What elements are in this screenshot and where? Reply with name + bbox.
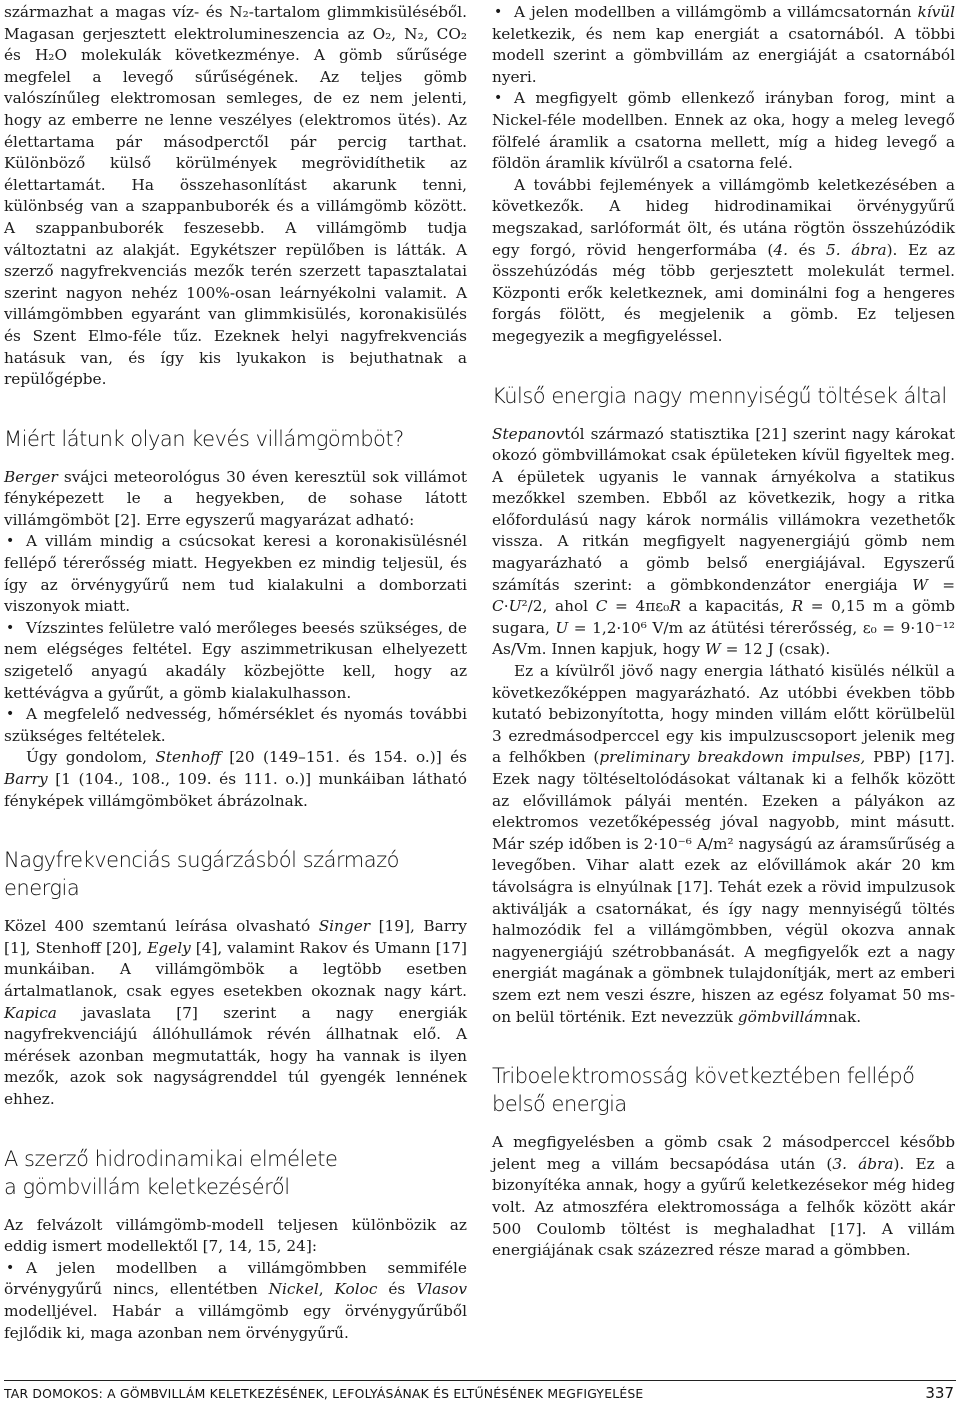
section-heading: Külső energia nagy mennyiségű töltések által xyxy=(492,383,947,408)
paragraph: Berger svájci meteorológus 30 éven keresztül sok villámot fényképezett le a hegyekben, de sohase látott villámgömböt [2]. Erre egyszerű magyarázat adható: xyxy=(4,467,467,529)
bullet-list xyxy=(492,2,955,175)
bullet-list xyxy=(4,531,467,747)
bullet-list xyxy=(4,1258,467,1344)
section-heading: A szerző hidrodinamikai elmélete a gömbvillám keletkezéséről xyxy=(4,1146,338,1199)
paragraph: származhat a magas víz- és N₂-tartalom glimmkisüléséből. Magasan gerjesztett elektrolumineszencia az O₂, N₂, CO₂ és H₂O molekulák következménye. A gömb sűrűsége megfelel a levegő sűrűségének. Az teljes gömb valószínűleg elektromosan semleges, de ez nem jelenti, hogy az emberre ne lenne veszélyes (elektromos ütés). Az élettartama pár másodperctől pár percig tarthat. Különböző külső körülmények megrövidíthetik az élettartamát. Ha összehasonlítást akarunk tenni, különbség van a szappanbuborék és a villámgömb között. A szappanbuborék feszesebb. A villámgömb tudja változtatni az alakját. Egykétszer repülőben is látták. A szerző nagyfrekvenciás mezők terén szerzett tapasztalatai szerint nagyon nehéz 100%-osan leárnyékolni valamit. A villámgömbben egyaránt van glimmkisülés, koronakisülés és Szent Elmo-féle tűz. Ezeknek helyi nagyfrekvenciás hatásuk van, és így kis lyukakon is bejuthatnak a repülőgépbe. xyxy=(4,3,467,389)
page-footer xyxy=(4,1380,956,1403)
running-title: TAR DOMOKOS: A GÖMBVILLÁM KELETKEZÉSÉNEK, LEFOLYÁSÁNAK ÉS ELTŰNÉSÉNEK MEGFIGYELÉSE xyxy=(4,1386,644,1401)
section-heading: Triboelektromosság következtében fellépő belső energia xyxy=(492,1064,915,1117)
list-item: • A villám mindig a csúcsokat keresi a koronakisülésnél fellépő térerősség miatt. Hegyekben ez mindig teljesül, és így az örvénygyűrű nem tud kialakulni a domborzati viszonyok miatt. xyxy=(4,531,467,617)
list-item: • A megfelelő nedvesség, hőmérséklet és nyomás további szükséges feltételek. xyxy=(4,704,467,747)
page-number: 337 xyxy=(925,1384,954,1402)
list-item: • A jelen modellben a villámgömbben semmiféle örvénygyűrű nincs, ellentétben Nickel, Koloc és Vlasov modelljével. Habár a villámgömb egy örvénygyűrűből fejlődik ki, maga azonban nem örvénygyűrű. xyxy=(4,1258,467,1344)
paragraph: Az felvázolt villámgömb-modell teljesen különbözik az eddig ismert modellektől [7, 14, 15, 24]: xyxy=(4,1215,467,1256)
section-heading: Miért látunk olyan kevés villámgömböt? xyxy=(4,426,404,451)
paragraph: Stepanovtól származó statisztika [21] szerint nagy károkat okozó gömbvillámokat csak épületeken kívül figyeltek meg. A épületek ugyanis le vannak árnyékolva a statikus mezőkkel szemben. Ebből az következik, hogy a ritka előfordulású nagy károk normális villámokra vezethetők vissza. A ritkán megfigyelt nagyenergiájú gömb nem magyarázható a gömb belső energiájával. Egyszerű számítás szerint: a gömbkondenzátor energiája W = C·U²/2, ahol C = 4πε₀R a kapacitás, R = 0,15 m a gömb sugara, U = 1,2·10⁶ V/m az átütési térerősség, ε₀ = 9·10⁻¹² As/Vm. Innen kapjuk, hogy W = 12 J (csak). xyxy=(492,424,956,659)
paragraph: A további fejlemények a villámgömb keletkezésében a következők. A hideg hidrodinamikai örvénygyűrű megszakad, sarlóformát ölt, és utána rögtön összehúzódik egy forgó, rövid hengerformába (4. és 5. ábra). Ez az összehúzódás még több gerjesztett molekulát termel. Központi erők keletkeznek, ami dominálni fog a hengeres forgás fölött, és megjelenik a gömb. Ez teljesen megegyezik a megfigyeléssel. xyxy=(492,175,955,345)
left-column xyxy=(4,2,467,1344)
list-item: • A jelen modellben a villámgömb a villámcsatornán kívül keletkezik, és nem kap energiát a csatornából. A többi modell szerint a gömbvillám az energiáját a csatornából nyeri. xyxy=(492,2,955,88)
author-name: Berger xyxy=(4,467,58,486)
paragraph: A megfigyelésben a gömb csak 2 másodperccel később jelent meg a villám becsapódása után (3. ábra). Ez a bizonyítéka annak, hogy a gyűrű keletkezésekor még hideg volt. Az atmoszféra elektromossága a felhők között akár 500 Coulomb töltést is meghaladhat [17]. A villám energiájának csak százezred része marad a gömbben. xyxy=(492,1133,955,1260)
paragraph: Úgy gondolom, Stenhoff [20 (149–151. és 154. o.)] és Barry [1 (104., 108., 109. és 111. o.)] munkáiban látható fényképek villámgömböket ábrázolnak. xyxy=(4,748,467,810)
right-column xyxy=(492,2,955,1262)
section-heading: Nagyfrekvenciás sugárzásból származó energia xyxy=(4,848,399,901)
paragraph: Ez a kívülről jövő nagy energia látható kisülés nélkül a következőképpen magyarázható. Az utóbbi években több kutató bebizonyította, hogy minden villám előtt körülbelül 3 ezredmásodperccel egy kis impulzuscsoport jelenik meg a felhőkben (preliminary breakdown impulses, PBP) [17]. Ezek nagy töltéseltolódásokat váltanak ki a felhők között az elővillámok pályái mentén. Ezeken a pályákon az elektromos vezetőképesség jóval nagyobb, mint másutt. Már szép időben is 2·10⁻⁶ A/m² nagyságú az áramsűrűség a levegőben. Vihar alatt ezek az elővillámok akár 20 km távolságra is elnyúlnak [17]. Tehát ezek a rövid impulzusok aktiválják a csatornákat, és így nagy mennyiségű töltés halmozódik fel a villámgömbben, végül okozva annak nagyenergiájú szétrobbanását. A megfigyelők ezt a nagy energiát magának a gömbnek tulajdonítják, mert az emberi szem ezt nem veszi észre, hiszen az egész folyamat 50 ms-on belül történik. Ezt nevezzük gömbvillámnak. xyxy=(492,662,955,1026)
paragraph: Közel 400 szemtanú leírása olvasható Singer [19], Barry [1], Stenhoff [20], Egely [4], valamint Rakov és Umann [17] munkáiban. A villámgömbök a legtöbb esetben ártalmatlanok, csak egyes esetekben okoznak nagy kárt. Kapica javaslata [7] szerint a nagy energiák nagyfrekvenciájú állóhullámok révén állhatnak elő. A mérések azonban megmutatták, hogy ha vannak is ilyen mezők, azok sok nagyságrenddel túl gyengék lennének ehhez. xyxy=(4,917,468,1108)
list-item: • Vízszintes felületre való merőleges beesés szükséges, de nem elégséges feltétel. Egy aszimmetrikusan elhelyezett szigetelő anyagú akadály közbejötte kell, hogy az kettévágva a gyűrűt, a gömb kialakulhasson. xyxy=(4,618,467,704)
list-item: • A megfigyelt gömb ellenkező irányban forog, mint a Nickel-féle modellben. Ennek az oka, hogy a meleg levegő fölfelé áramlik a csatorna mellett, míg a hideg levegő a földön áramlik kívülről a csatorna felé. xyxy=(492,88,955,174)
